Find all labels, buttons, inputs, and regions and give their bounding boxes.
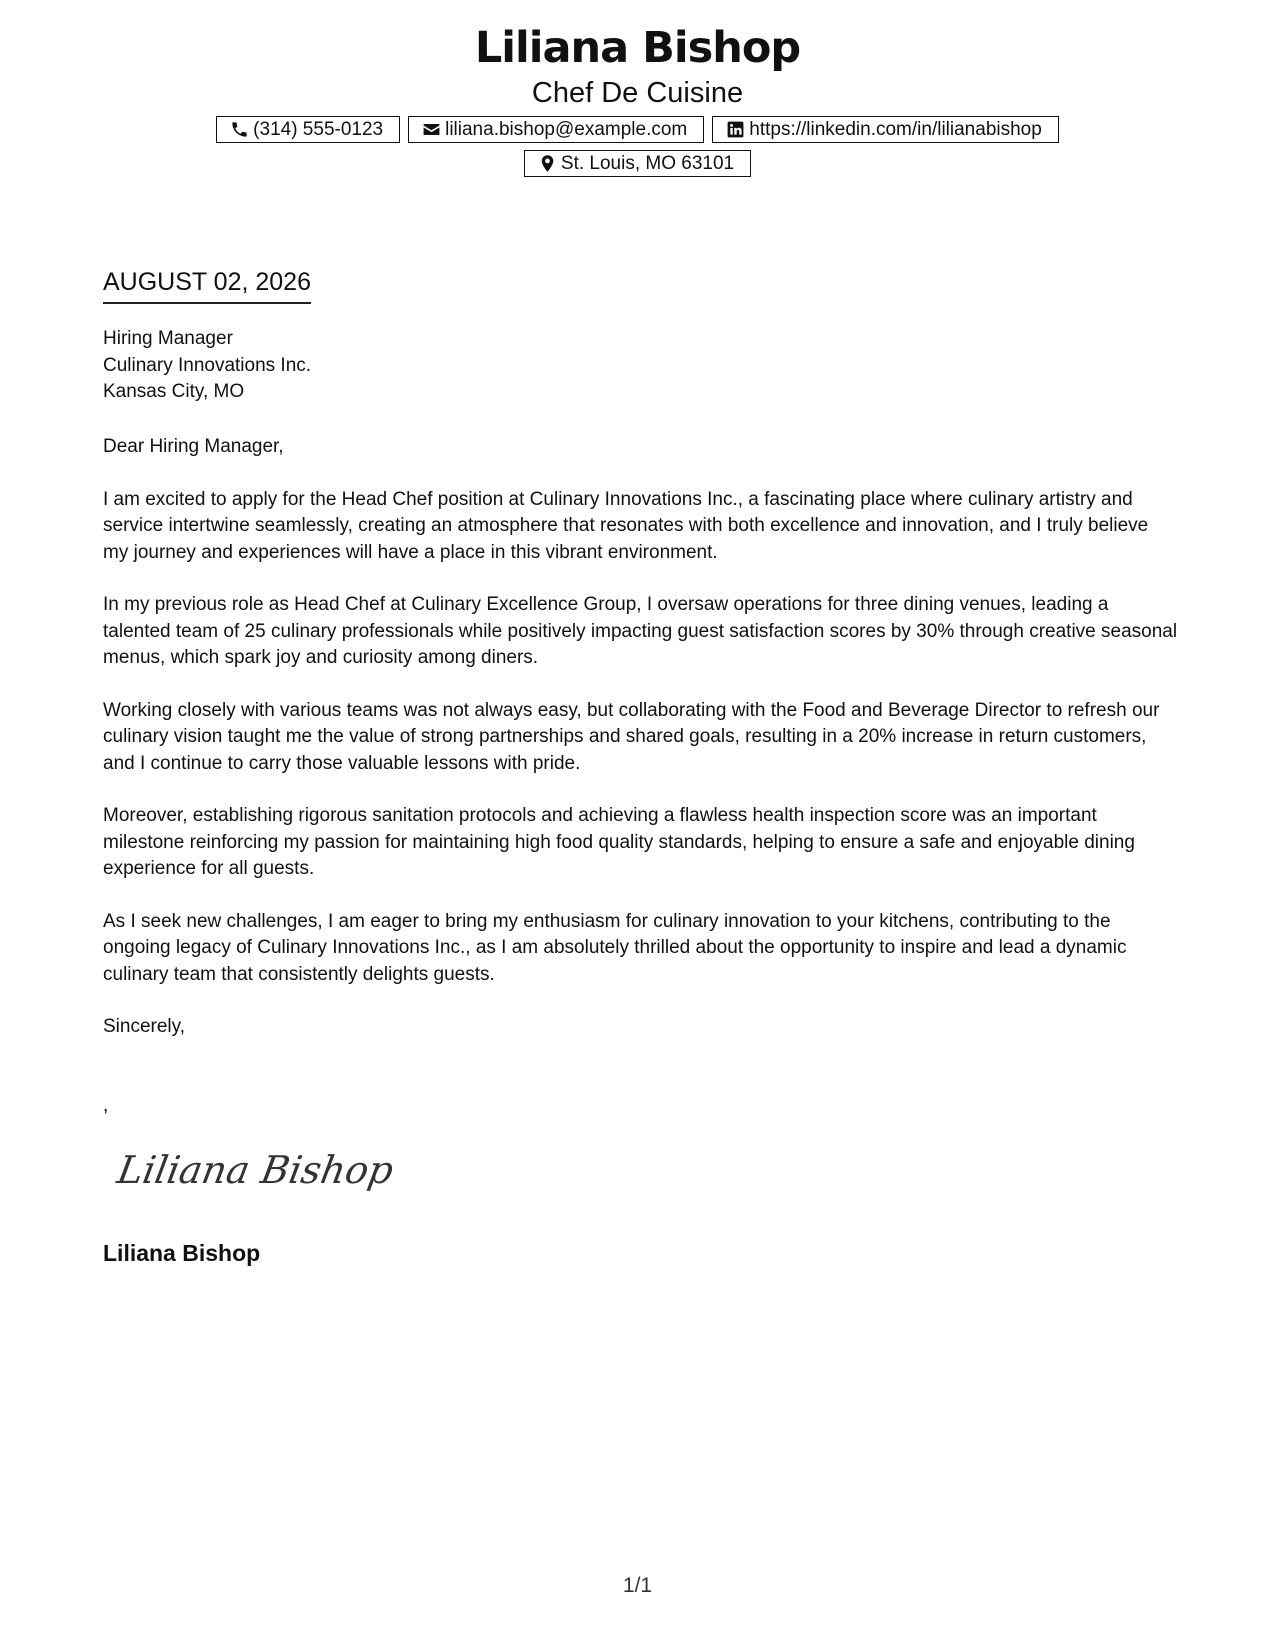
location-contact — [524, 150, 751, 177]
email-text: liliana.bishop@example.com — [445, 119, 688, 140]
comma-line: , — [103, 1095, 109, 1116]
contact-row-2 — [0, 150, 1275, 177]
closing: Sincerely, — [103, 1016, 186, 1037]
body-paragraph: Moreover, establishing rigorous sanitation protocols and achieving a flawless health inspection score was an important milestone reinforcing my passion for maintaining high food quality standards, helping to ensure a safe and enjoyable dining experience for all guests. — [103, 805, 1135, 879]
recipient-location: Kansas City, MO — [103, 381, 245, 402]
signer-name: Liliana Bishop — [103, 1240, 261, 1266]
envelope-icon — [422, 120, 441, 139]
phone-text: (314) 555-0123 — [253, 119, 384, 140]
recipient-line: Hiring Manager — [103, 328, 233, 349]
body-paragraph: In my previous role as Head Chef at Culinary Excellence Group, I oversaw operations for three dining venues, leading a talented team of 25 culinary professionals while positively impacting guest satisfaction scores by 30% through creative seasonal menus, which spark joy and curiosity among diners. — [103, 594, 1178, 668]
phone-contact — [216, 116, 400, 143]
contact-row — [0, 116, 1275, 143]
recipient-company: Culinary Innovations Inc. — [103, 354, 312, 376]
phone-icon — [230, 120, 249, 139]
email-contact — [408, 116, 704, 143]
applicant-name: Liliana Bishop — [474, 23, 801, 73]
location-text: St. Louis, MO 63101 — [560, 153, 735, 174]
recipient-block — [103, 326, 311, 406]
linkedin-contact — [712, 116, 1059, 143]
map-marker-icon — [538, 154, 557, 173]
linkedin-icon — [726, 120, 745, 139]
body-paragraph: Working closely with various teams was not always easy, but collaborating with the Food and Beverage Director to refresh our culinary vision taught me the value of strong partnerships and shared goals, resulting in a 20% increase in return customers, and I continue to carry those valuable lessons with pride. — [103, 699, 1160, 774]
body-paragraph: As I seek new challenges, I am eager to bring my enthusiasm for culinary innovation to your kitchens, contributing to the ongoing legacy of Culinary Innovations Inc., as I am absolutely thrilled about the opportunity to inspire and lead a dynamic culinary team that consistently delights guests. — [103, 910, 1127, 985]
linkedin-text: https://linkedin.com/in/lilianabishop — [749, 119, 1042, 140]
letter-header — [0, 22, 1275, 177]
body-paragraph: I am excited to apply for the Head Chef position at Culinary Innovations Inc., a fascinating place where culinary artistry and service intertwine seamlessly, creating an atmosphere that resonates with both excellence and innovation, and I truly believe my journey and experiences will have a place in this vibrant environment. — [103, 488, 1149, 563]
handwritten-signature: Liliana Bishop — [114, 1148, 397, 1192]
applicant-title: Chef De Cuisine — [531, 77, 744, 109]
letter-date: AUGUST 02, 2026 — [103, 266, 311, 304]
page-number: 1/1 — [622, 1574, 653, 1597]
greeting: Dear Hiring Manager, — [103, 436, 284, 457]
letter-body — [103, 434, 1178, 1067]
